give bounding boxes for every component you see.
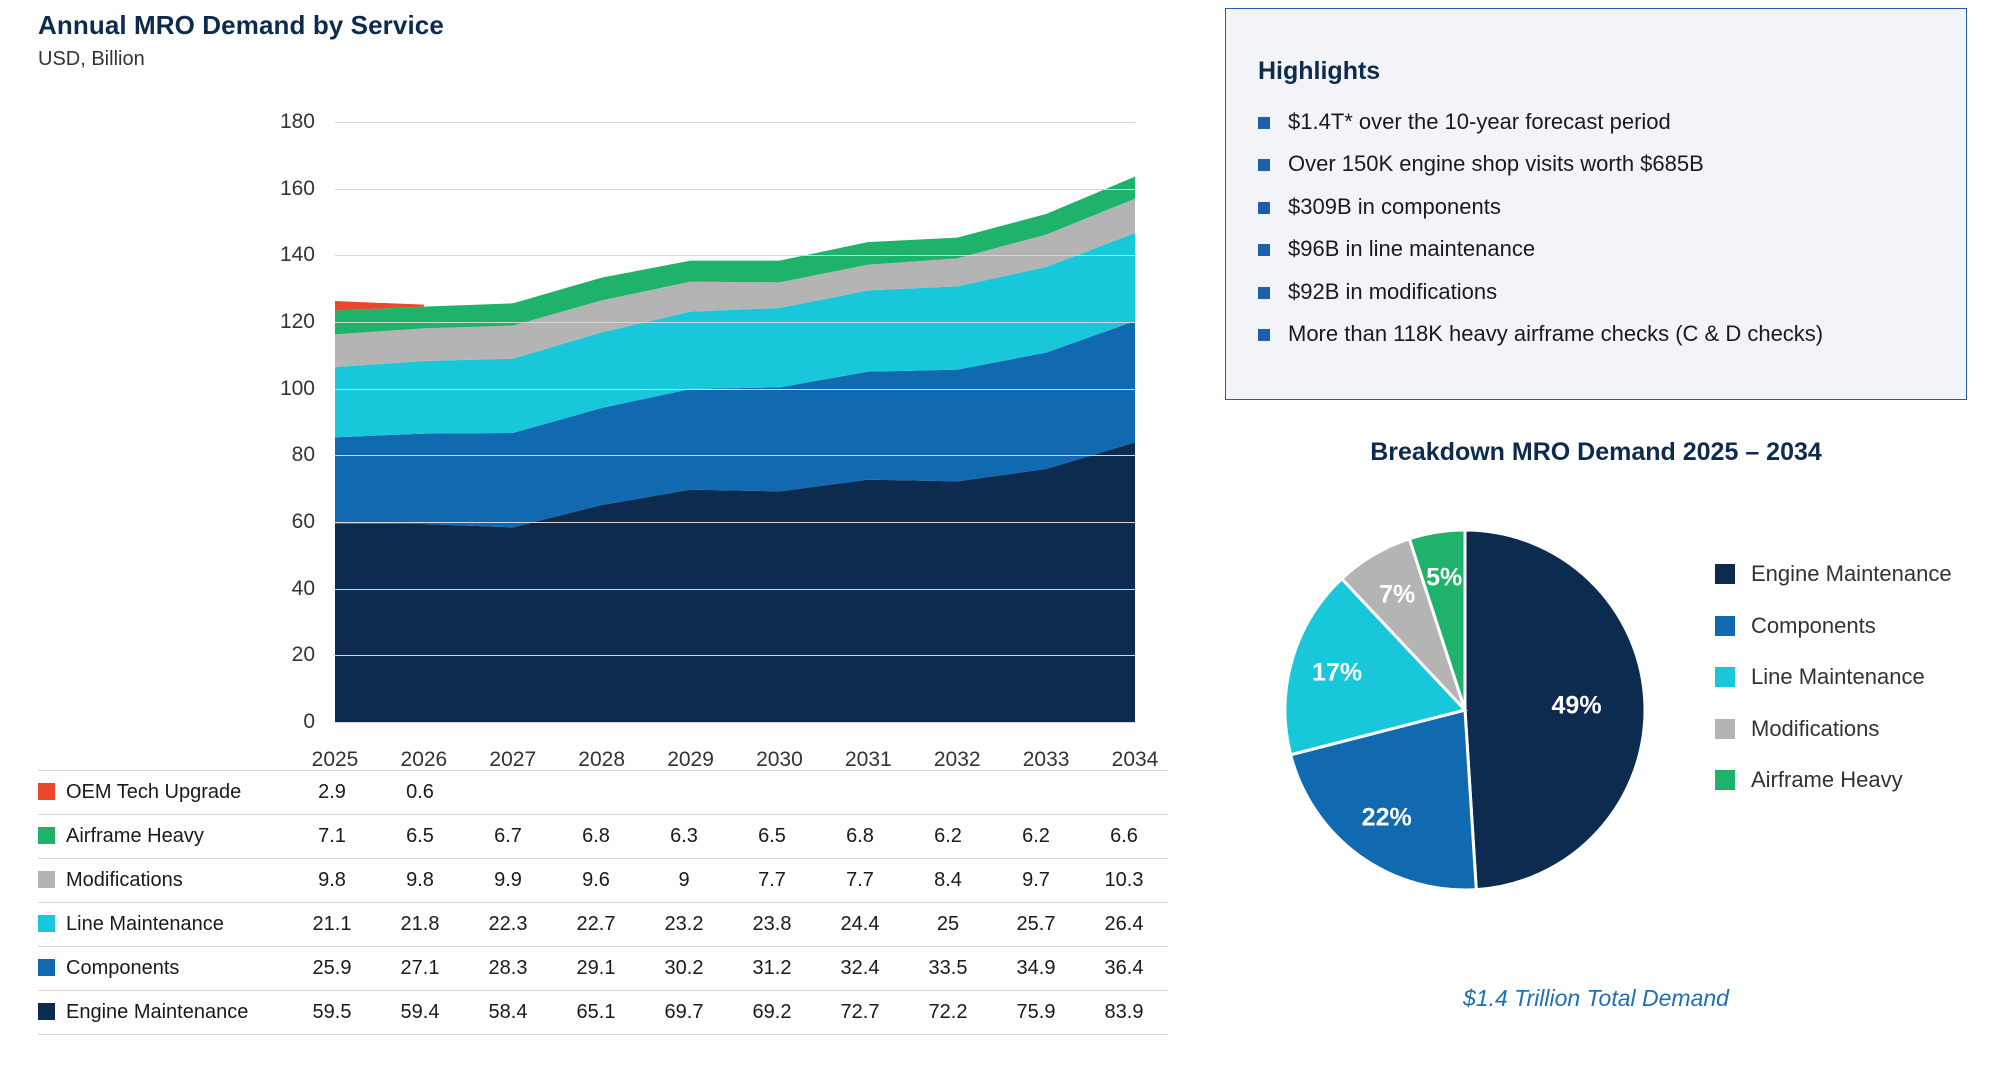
pie-slice-label: 7%	[1379, 580, 1416, 609]
legend-label: Airframe Heavy	[1751, 767, 1903, 792]
y-axis-tick: 60	[291, 510, 315, 533]
gridline	[335, 322, 1135, 323]
table-cell	[640, 771, 728, 815]
y-axis-tick: 100	[279, 376, 315, 400]
table-cell: 31.2	[728, 947, 816, 991]
table-cell: 23.8	[728, 903, 816, 947]
highlight-text: $92B in modifications	[1288, 278, 1498, 304]
table-cell: 0.6	[376, 771, 464, 815]
table-cell: 72.7	[816, 991, 904, 1035]
table-cell	[816, 771, 904, 815]
table-row	[38, 859, 1168, 903]
table-cell	[1080, 771, 1168, 815]
table-cell: 22.3	[464, 903, 552, 947]
highlight-text: More than 118K heavy airframe checks (C & D checks)	[1288, 320, 1824, 346]
table-cell: 21.8	[376, 903, 464, 947]
legend-swatch-icon	[38, 915, 55, 932]
table-cell: 9	[640, 859, 728, 903]
plot-wrapper	[0, 100, 1200, 771]
table-row-label	[38, 815, 288, 859]
x-axis-tick: 2026	[400, 748, 448, 771]
table-cell: 7.7	[816, 859, 904, 903]
table-cell: 58.4	[464, 991, 552, 1035]
page-title: Annual MRO Demand by Service	[38, 10, 444, 40]
x-axis-tick: 2025	[311, 748, 359, 771]
table-cell: 6.5	[728, 815, 816, 859]
highlight-item	[1258, 321, 1948, 347]
table-cell	[552, 771, 640, 815]
table-cell	[992, 771, 1080, 815]
table-cell: 10.3	[1080, 859, 1168, 903]
legend-swatch-icon	[38, 959, 55, 976]
bullet-icon	[1258, 287, 1270, 299]
pie-svg	[1255, 500, 1675, 920]
table-row	[38, 771, 1168, 815]
table-cell: 59.4	[376, 991, 464, 1035]
pie-title: Breakdown MRO Demand 2025 – 2034	[1370, 438, 1822, 466]
gridline	[335, 722, 1135, 723]
highlight-item	[1258, 194, 1948, 220]
x-axis-tick: 2027	[489, 748, 537, 771]
legend-item	[1715, 560, 1995, 588]
stacked-area-plot	[279, 110, 1159, 771]
table-cell: 27.1	[376, 947, 464, 991]
legend-label: Modifications	[1751, 715, 1880, 741]
table-cell: 6.2	[904, 815, 992, 859]
table-cell: 9.6	[552, 859, 640, 903]
pie-slice-label: 5%	[1426, 563, 1463, 592]
x-axis-tick: 2033	[1022, 748, 1070, 771]
table-row	[38, 991, 1168, 1035]
series-name: Engine Maintenance	[66, 1001, 249, 1023]
table-cell: 36.4	[1080, 947, 1168, 991]
table-cell: 65.1	[552, 991, 640, 1035]
y-axis-tick: 120	[279, 310, 315, 333]
legend-swatch-icon	[38, 827, 55, 844]
y-axis-tick: 160	[279, 176, 315, 200]
table-cell	[728, 771, 816, 815]
data-table	[38, 770, 1168, 1035]
table-cell: 6.3	[640, 815, 728, 859]
pie-footnote: $1.4 Trillion Total Demand	[1463, 985, 1729, 1011]
gridline	[335, 255, 1135, 256]
legend-item	[1715, 663, 1995, 691]
series-name: Components	[66, 957, 180, 979]
legend-item	[1715, 715, 1995, 743]
table-cell: 21.1	[288, 903, 376, 947]
highlights-box	[1225, 8, 1967, 400]
table-cell: 59.5	[288, 991, 376, 1035]
table-cell: 69.7	[640, 991, 728, 1035]
legend-swatch-icon	[1715, 564, 1735, 584]
pie-chart	[1255, 500, 1675, 920]
highlight-text: Over 150K engine shop visits worth $685B	[1288, 151, 1704, 177]
table-row	[38, 815, 1168, 859]
legend-swatch-icon	[38, 783, 55, 800]
pie-slice-label: 49%	[1551, 691, 1602, 720]
table-cell: 25	[904, 903, 992, 947]
y-axis-tick: 0	[303, 710, 315, 733]
table-row-label	[38, 771, 288, 815]
table-cell: 33.5	[904, 947, 992, 991]
legend-label: Components	[1751, 612, 1876, 638]
y-axis-tick: 40	[291, 576, 315, 600]
x-axis-tick: 2029	[667, 748, 714, 771]
table-cell: 8.4	[904, 859, 992, 903]
legend-swatch-icon	[1715, 667, 1735, 687]
table-cell: 30.2	[640, 947, 728, 991]
table-cell: 34.9	[992, 947, 1080, 991]
highlights-heading: Highlights	[1258, 57, 1381, 85]
highlight-item	[1258, 236, 1948, 262]
table-row	[38, 947, 1168, 991]
highlight-text: $1.4T* over the 10-year forecast period	[1288, 109, 1671, 134]
table-cell	[464, 771, 552, 815]
table-cell: 32.4	[816, 947, 904, 991]
highlights-list	[1258, 109, 1948, 363]
table-row-label	[38, 903, 288, 947]
table-row-label	[38, 991, 288, 1035]
table-cell: 29.1	[552, 947, 640, 991]
series-name: Airframe Heavy	[66, 825, 204, 847]
table-cell: 9.9	[464, 859, 552, 903]
table-cell: 7.1	[288, 815, 376, 859]
table-cell: 7.7	[728, 859, 816, 903]
table-cell: 6.6	[1080, 815, 1168, 859]
table-row-label	[38, 859, 288, 903]
table-cell: 83.9	[1080, 991, 1168, 1035]
series-name: Line Maintenance	[66, 913, 224, 935]
table-cell: 24.4	[816, 903, 904, 947]
gridline	[335, 189, 1135, 190]
table-cell: 6.2	[992, 815, 1080, 859]
highlight-text: $309B in components	[1288, 193, 1501, 219]
table-cell: 6.8	[552, 815, 640, 859]
table-cell: 75.9	[992, 991, 1080, 1035]
gridline	[335, 522, 1135, 523]
table-cell: 72.2	[904, 991, 992, 1035]
y-axis-tick: 140	[279, 243, 315, 267]
gridline	[335, 655, 1135, 656]
pie-slice-label: 22%	[1361, 803, 1412, 832]
table-cell: 25.9	[288, 947, 376, 991]
y-axis-tick: 180	[279, 110, 315, 133]
series-name: Modifications	[66, 869, 183, 891]
pie-legend	[1715, 560, 1995, 818]
legend-swatch-icon	[38, 1003, 55, 1020]
y-axis-tick: 20	[291, 643, 315, 667]
gridline	[335, 455, 1135, 456]
bullet-icon	[1258, 244, 1270, 256]
table-cell: 23.2	[640, 903, 728, 947]
gridline	[335, 122, 1135, 123]
x-axis-tick: 2032	[933, 748, 981, 771]
x-axis-tick: 2028	[578, 748, 626, 771]
legend-label: Engine Maintenance	[1751, 561, 1952, 586]
table-row-label	[38, 947, 288, 991]
highlight-item	[1258, 151, 1948, 177]
legend-swatch-icon	[1715, 770, 1735, 790]
legend-item	[1715, 612, 1995, 640]
table-cell: 9.7	[992, 859, 1080, 903]
table-cell: 25.7	[992, 903, 1080, 947]
table-cell: 6.8	[816, 815, 904, 859]
x-axis-tick: 2034	[1111, 748, 1159, 771]
table-cell	[904, 771, 992, 815]
table-row	[38, 903, 1168, 947]
bullet-icon	[1258, 329, 1270, 341]
gridline	[335, 389, 1135, 390]
x-axis-tick: 2031	[844, 748, 892, 771]
table-cell: 6.5	[376, 815, 464, 859]
table-cell: 69.2	[728, 991, 816, 1035]
legend-swatch-icon	[1715, 616, 1735, 636]
bullet-icon	[1258, 117, 1270, 129]
gridline	[335, 589, 1135, 590]
legend-label: Line Maintenance	[1751, 664, 1925, 689]
table-cell: 26.4	[1080, 903, 1168, 947]
table-cell: 22.7	[552, 903, 640, 947]
y-axis-tick: 80	[291, 443, 315, 467]
area-series-svg	[335, 122, 1135, 722]
table-cell: 28.3	[464, 947, 552, 991]
bullet-icon	[1258, 159, 1270, 171]
highlight-item	[1258, 279, 1948, 305]
x-axis-tick: 2030	[756, 748, 803, 771]
highlight-item	[1258, 109, 1948, 135]
legend-swatch-icon	[38, 871, 55, 888]
series-name: OEM Tech Upgrade	[66, 781, 242, 803]
legend-swatch-icon	[1715, 719, 1735, 739]
bullet-icon	[1258, 202, 1270, 214]
table-cell: 6.7	[464, 815, 552, 859]
table-cell: 9.8	[376, 859, 464, 903]
chart-subtitle: USD, Billion	[38, 48, 145, 70]
highlight-text: $96B in line maintenance	[1288, 236, 1536, 262]
pie-slice-label: 17%	[1312, 658, 1363, 687]
table-cell: 9.8	[288, 859, 376, 903]
legend-item	[1715, 766, 1995, 794]
table-cell: 2.9	[288, 771, 376, 815]
